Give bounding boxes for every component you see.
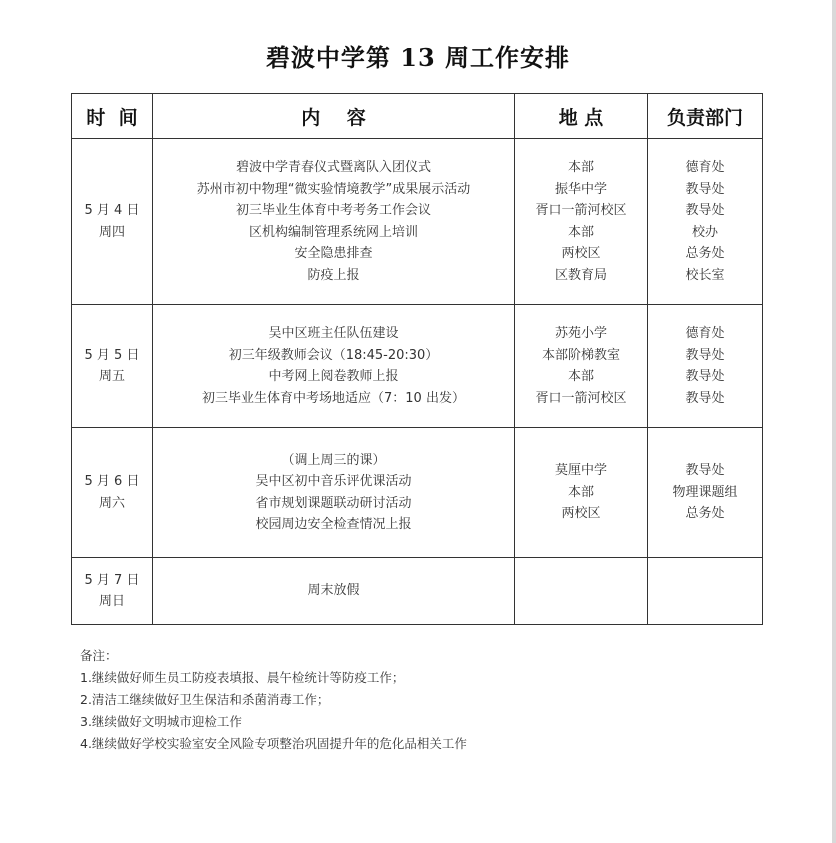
- date-cell: [72, 139, 153, 305]
- date-text: 5 月 5 日: [84, 347, 140, 363]
- date-cell: [72, 558, 153, 625]
- location-line: 本部: [567, 224, 594, 240]
- weekday-text: 周六: [98, 495, 125, 511]
- location-line: 两校区: [561, 506, 601, 522]
- location-line: 两校区: [561, 246, 601, 261]
- location-line: 本部: [567, 160, 594, 175]
- date-cell: [72, 305, 153, 428]
- content-line: 初三毕业生体育中考场地适应（7：10 出发）: [202, 390, 465, 406]
- table-header-row: [72, 94, 763, 139]
- content-line: 防疫上报: [307, 267, 360, 283]
- header-department: 负责部门: [648, 94, 763, 139]
- location-line: 莫厘中学: [554, 463, 607, 479]
- content-line: 吴中区初中音乐评优课活动: [255, 474, 412, 489]
- content-line: 初三年级教师会议（18:45-20:30）: [228, 347, 439, 363]
- location-cell: [515, 428, 648, 558]
- location-cell: [515, 139, 648, 305]
- content-line: 吴中区班主任队伍建设: [268, 326, 399, 341]
- location-line: 区教育局: [554, 267, 607, 283]
- header-content: 内 容: [153, 94, 515, 139]
- note-item: 4.继续做好学校实验室安全风险专项整治巩固提升年的危化品相关工作: [80, 736, 467, 751]
- location-cell: [515, 305, 648, 428]
- department-cell: [648, 558, 763, 625]
- location-line: 振华中学: [554, 181, 607, 197]
- header-time: 时 间: [72, 94, 153, 139]
- weekday-text: 周日: [98, 594, 125, 609]
- content-cell: [153, 558, 515, 625]
- table-row: [72, 305, 763, 428]
- date-text: 5 月 7 日: [84, 572, 140, 588]
- schedule-table: [71, 93, 763, 625]
- page-title: 碧波中学第 13 周工作安排: [265, 43, 571, 72]
- department-line: 教导处: [685, 347, 725, 363]
- content-line: 初三毕业生体育中考考务工作会议: [235, 203, 431, 218]
- location-line: 本部阶梯教室: [541, 347, 620, 363]
- department-line: 教导处: [685, 369, 725, 384]
- content-cell: [153, 305, 515, 428]
- content-line: 安全隐患排查: [294, 246, 373, 261]
- department-cell: [648, 139, 763, 305]
- weekday-text: 周五: [98, 369, 125, 384]
- header-location: 地 点: [515, 94, 648, 139]
- location-line: 苏苑小学: [554, 326, 607, 341]
- department-line: 教导处: [685, 181, 725, 197]
- department-line: 校长室: [685, 267, 725, 283]
- department-line: 物理课题组: [672, 484, 738, 500]
- department-cell: [648, 305, 763, 428]
- note-item: 1.继续做好师生员工防疫表填报、晨午检统计等防疫工作；: [80, 670, 405, 685]
- content-line: 苏州市初中物理“微实验情境教学”成果展示活动: [196, 181, 471, 197]
- content-line: 碧波中学青春仪式暨离队入团仪式: [235, 160, 431, 175]
- notes-section: [80, 645, 467, 755]
- content-line: 省市规划课题联动研讨活动: [255, 495, 412, 511]
- date-cell: [72, 428, 153, 558]
- department-line: 教导处: [685, 203, 725, 218]
- content-line: 区机构编制管理系统网上培训: [248, 224, 418, 240]
- location-line: 胥口一箭河校区: [535, 390, 627, 406]
- content-cell: [153, 428, 515, 558]
- department-line: 总务处: [685, 506, 725, 522]
- department-cell: [648, 428, 763, 558]
- department-line: 教导处: [685, 390, 725, 406]
- date-text: 5 月 4 日: [84, 203, 140, 218]
- note-item: 3.继续做好文明城市迎检工作: [80, 714, 242, 729]
- department-line: 德育处: [685, 326, 725, 341]
- location-line: 本部: [567, 484, 594, 500]
- department-line: 校办: [691, 224, 718, 240]
- department-line: 德育处: [685, 160, 725, 175]
- content-line: 中考网上阅卷教师上报: [268, 369, 399, 384]
- notes-label: 备注：: [80, 648, 118, 663]
- table-row: [72, 139, 763, 305]
- department-line: 教导处: [685, 463, 725, 479]
- table-row: [72, 558, 763, 625]
- table-row: [72, 428, 763, 558]
- note-item: 2.清洁工继续做好卫生保洁和杀菌消毒工作；: [80, 692, 330, 707]
- location-line: 本部: [567, 369, 594, 384]
- content-line: 校园周边安全检查情况上报: [255, 517, 412, 532]
- content-line: （调上周三的课）: [281, 452, 386, 468]
- content-cell: [153, 139, 515, 305]
- content-line: 周末放假: [307, 583, 360, 599]
- weekday-text: 周四: [98, 224, 125, 240]
- page-edge: [832, 0, 836, 843]
- location-cell: [515, 558, 648, 625]
- location-line: 胥口一箭河校区: [535, 203, 627, 218]
- department-line: 总务处: [685, 246, 725, 261]
- date-text: 5 月 6 日: [84, 474, 140, 489]
